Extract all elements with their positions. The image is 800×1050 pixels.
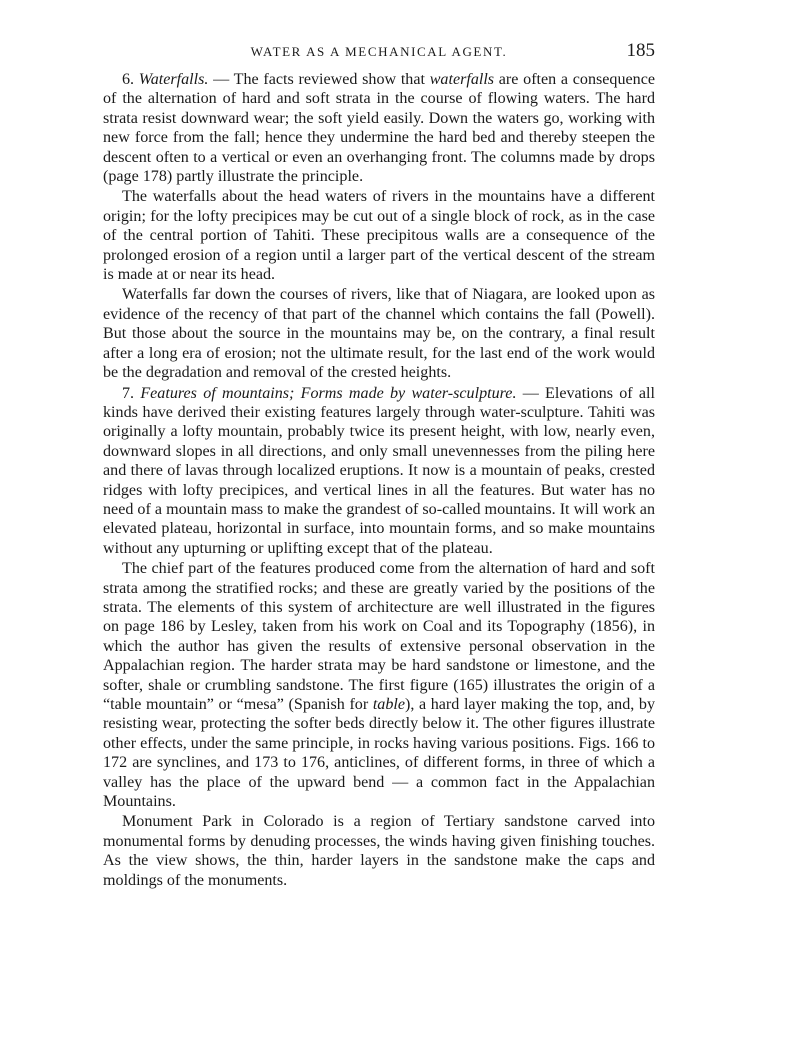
paragraph xyxy=(103,559,655,811)
italic-text: table xyxy=(372,696,406,713)
text-run: The chief part of the features produced come from the alternation of hard and soft strata among the stratified rocks; and these are greatly varied by the positions of the strata. The elements of this system of architecture are well illustrated in the figures on page 186 by Lesley, taken from his work on Coal and its Topography (1856), in which the author has given the results of extensive personal observation in the Appalachian region. The harder strata may be hard sandstone or limestone, and the softer, shale or crumbling sandstone. The first figure (165) illustrates the origin of a “table mountain” or “mesa” (Spanish for xyxy=(103,560,655,713)
text-run: 7. xyxy=(122,384,141,402)
italic-text: waterfalls xyxy=(429,71,495,88)
text-run: — The facts reviewed show that xyxy=(208,71,430,88)
text-run: — Elevations of all kinds have derived their existing features largely through water-sculpture. Tahiti was originally a lofty mountain, probably twice its present height, with low, nearly even, downward slopes in all directions, and only small unevennesses from the piling here and there of lavas through localized eruptions. It now is a mountain of peaks, crested ridges with lofty precipices, and vertical lines in all the features. But water has no need of a mountain mass to make the grandest of so-called mountains. It will work an elevated plateau, horizontal in surface, into mountain forms, and so make mountains without any upturning or uplifting except that of the plateau. xyxy=(103,384,655,557)
paragraph xyxy=(103,384,655,559)
italic-text: Waterfalls. xyxy=(138,71,209,88)
running-title: WATER AS A MECHANICAL AGENT. xyxy=(250,44,508,59)
body-text xyxy=(103,70,655,890)
paragraph xyxy=(103,70,655,186)
text-run: The waterfalls about the head waters of rivers in the mountains have a different origin; for the lofty precipices may be cut out of a single block of rock, as in the case of the central portion of Tahiti. These precipitous walls are a consequence of the prolonged erosion of a region until a larger part of the vertical descent of the stream is made at or near its head. xyxy=(103,188,655,284)
text-run: 6. xyxy=(122,71,139,88)
paragraph xyxy=(103,187,655,284)
paragraph xyxy=(103,812,655,890)
text-run: are often a consequence of the alternation of hard and soft strata in the course of flowing waters. The hard strata resist downward wear; the soft yield easily. Down the waters go, working with new force from the fall; hence they undermine the hard bed and thereby steepen the descent often to a vertical or even an overhanging front. The columns made by drops (page 178) partly illustrate the principle. xyxy=(103,71,655,186)
text-run: Monument Park in Colorado is a region of Tertiary sandstone carved into monumental forms by denuding processes, the winds having given finishing touches. As the view shows, the thin, harder layers in the sandstone make the caps and moldings of the monuments. xyxy=(103,813,655,889)
text-run: ), a hard layer making the top, and, by resisting wear, protecting the softer beds directly below it. The other figures illustrate other effects, under the same principle, in rocks having various positions. Figs. 166 to 172 are synclines, and 173 to 176, anticlines, of different forms, in three of which a valley has the place of the upward bend — a common fact in the Appalachian Mountains. xyxy=(103,696,655,811)
paragraph xyxy=(103,285,655,382)
running-header xyxy=(103,40,655,66)
page-number: 185 xyxy=(626,40,655,61)
book-page xyxy=(103,40,655,891)
text-run: Waterfalls far down the courses of rivers, like that of Niagara, are looked upon as evidence of the recency of that part of the channel which contains the fall (Powell). But those about the source in the mountains may be, on the contrary, a final result after a long era of erosion; not the ultimate result, for the last end of the work would be the degradation and removal of the crested heights. xyxy=(103,286,655,382)
italic-text: Features of mountains; Forms made by water-sculpture. xyxy=(140,384,517,402)
